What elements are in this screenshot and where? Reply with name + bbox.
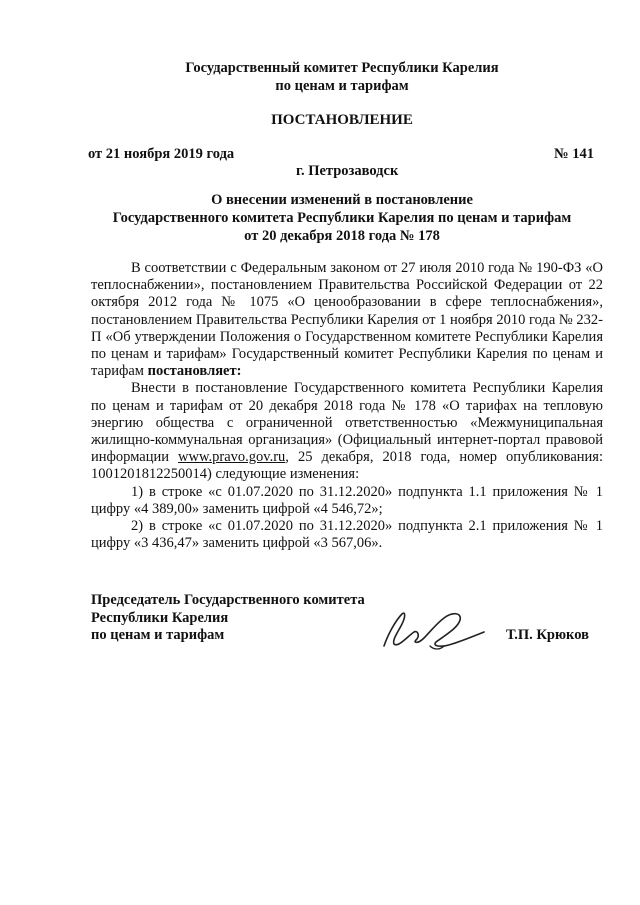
body-paragraph-preamble: [91, 260, 603, 380]
body-paragraph-item-1: 1) в строке «с 01.07.2020 по 31.12.2020» подпункта 1.1 приложения № 1 цифру «4 389,00» заменить цифрой «4 546,72»;: [91, 483, 603, 517]
pravo-gov-link[interactable]: www.pravo.gov.ru: [178, 449, 286, 466]
subject-line-2: Государственного комитета Республики Карелия по ценам и тарифам: [112, 210, 572, 226]
resolution-text-end: , 25 декабря, 2018 года, номер опубликования: 1001201812250014) следующие изменения:: [91, 449, 603, 483]
body-paragraph-item-2: 2) в строке «с 01.07.2020 по 31.12.2020» подпункта 2.1 приложения № 1 цифру «3 436,47» заменить цифрой «3 567,06».: [91, 518, 603, 552]
signatory-title-line-2: Республики Карелия: [91, 609, 229, 626]
body-paragraph-resolution: [91, 380, 603, 483]
org-name-line-1: Государственный комитет Республики Карелия: [185, 60, 499, 76]
resolution-text-start: Внести в постановление Государственного комитета Республики Карелия по ценам и тарифам от 20 декабря 2018 года № 178 «О тарифах на тепловую энергию общества с ограниченной ответственностью «Межмуниципальная жилищно-коммунальная организация» (Официальный интернет-портал правовой информации: [91, 380, 603, 466]
handwritten-signature: [378, 606, 490, 654]
document-body: [91, 260, 603, 552]
document-date: от 21 ноября 2019 года: [88, 146, 235, 162]
document-type: ПОСТАНОВЛЕНИЕ: [271, 112, 413, 128]
document-number: № 141: [554, 146, 594, 162]
signatory-name: Т.П. Крюков: [506, 627, 589, 643]
org-name-line-2: по ценам и тарифам: [275, 78, 409, 94]
preamble-text: В соответствии с Федеральным законом от 27 июля 2010 года № 190-ФЗ «О теплоснабжении», постановлением Правительства Российской Федерации от 22 октября 2012 года № 1075 «О ценообразовании в сфере теплоснабжения», постановлением Правительства Республики Карелия от 1 ноября 2010 года № 232-П «Об утверждении Положения о Государственном комитете Республики Карелия по ценам и тарифам» Государственный комитет Республики Карелия по ценам и тарифам: [91, 260, 603, 380]
document-city: г. Петрозаводск: [296, 163, 399, 179]
signatory-title-line-1: Председатель Государственного комитета: [91, 592, 365, 608]
signatory-title-line-3: по ценам и тарифам: [91, 627, 225, 643]
resolves-keyword: постановляет:: [147, 363, 242, 380]
subject-line-1: О внесении изменений в постановление: [211, 192, 473, 208]
document-subject: [90, 191, 594, 245]
signatory-title: [91, 592, 365, 645]
subject-line-3: от 20 декабря 2018 года № 178: [244, 228, 440, 244]
